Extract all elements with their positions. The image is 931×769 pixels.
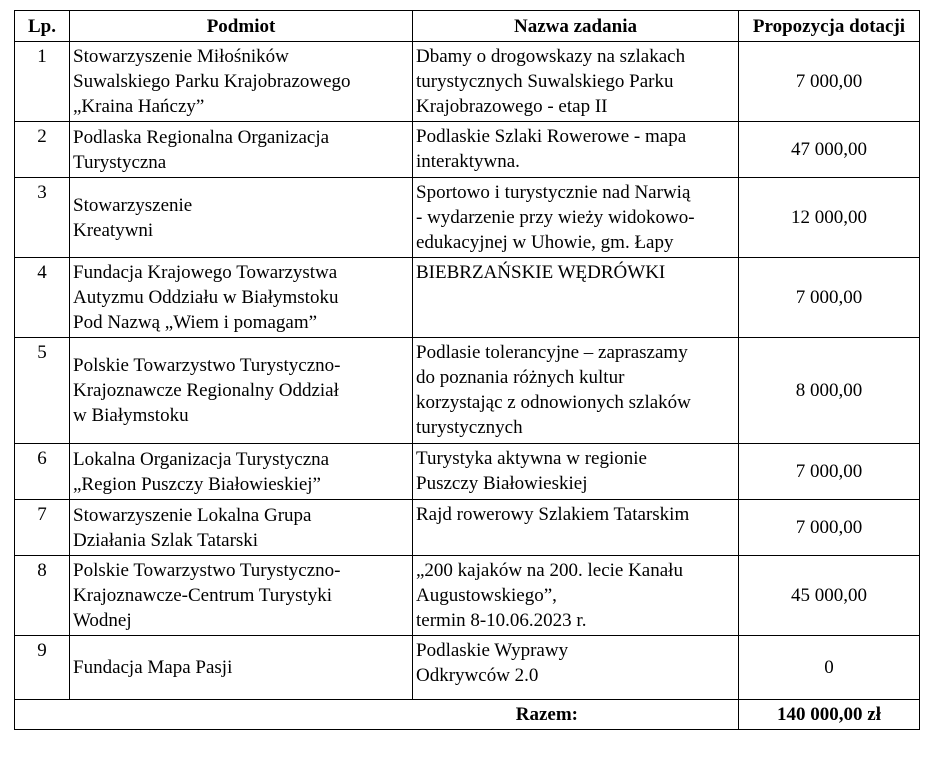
entity-line: Podlaska Regionalna Organizacja [73, 126, 330, 148]
row-lp: 6 [15, 444, 70, 500]
header-lp: Lp. [15, 11, 70, 42]
task-line: do poznania różnych kultur [416, 367, 625, 388]
task-line: korzystając z odnowionych szlaków [416, 392, 691, 413]
task-line: - wydarzenie przy wieży widokowo- [416, 207, 695, 228]
entity-line: Suwalskiego Parku Krajobrazowego [73, 71, 351, 92]
task-line: edukacyjnej w Uhowie, gm. Łapy [416, 232, 674, 253]
row-lp: 2 [15, 122, 70, 178]
task-line: termin 8-10.06.2023 r. [416, 610, 587, 631]
task-line: turystycznych Suwalskiego Parku [416, 71, 674, 92]
row-entity [70, 444, 413, 500]
task-line: Puszczy Białowieskiej [416, 473, 588, 494]
row-lp: 5 [15, 338, 70, 444]
row-grant: 12 000,00 [739, 178, 920, 258]
row-entity [70, 556, 413, 636]
row-task [413, 178, 739, 258]
row-entity [70, 258, 413, 338]
entity-line: Stowarzyszenie Miłośników [73, 46, 289, 67]
entity-line: Polskie Towarzystwo Turystyczno- [73, 355, 341, 376]
entity-line: „Kraina Hańczy” [73, 96, 205, 117]
entity-line: Autyzmu Oddziału w Białymstoku [73, 287, 339, 308]
header-task: Nazwa zadania [413, 11, 739, 42]
table-row [15, 42, 920, 122]
row-grant: 0 [739, 636, 920, 700]
entity-line: Fundacja Mapa Pasji [73, 657, 233, 678]
task-line: Rajd rowerowy Szlakiem Tatarskim [416, 504, 690, 525]
header-row [15, 11, 920, 42]
entity-line: Krajoznawcze Regionalny Oddział [73, 380, 339, 401]
row-grant: 8 000,00 [739, 338, 920, 444]
entity-line: Kreatywni [73, 219, 154, 241]
row-lp: 1 [15, 42, 70, 122]
row-lp: 9 [15, 636, 70, 700]
entity-line: Lokalna Organizacja Turystyczna [73, 448, 330, 470]
row-task [413, 556, 739, 636]
entity-line: Krajoznawcze-Centrum Turystyki [73, 585, 333, 606]
grant-table [14, 10, 920, 730]
table-body [15, 42, 920, 700]
row-task [413, 338, 739, 444]
row-task [413, 122, 739, 178]
task-line: interaktywna. [416, 151, 520, 172]
row-grant: 7 000,00 [739, 444, 920, 500]
header-grant: Propozycja dotacji [739, 11, 920, 42]
row-task [413, 500, 739, 556]
entity-line: Stowarzyszenie [73, 194, 193, 216]
task-line: Odkrywców 2.0 [416, 665, 539, 686]
total-row [15, 700, 920, 730]
total-value: 140 000,00 zł [739, 700, 920, 730]
row-grant: 47 000,00 [739, 122, 920, 178]
entity-line: Polskie Towarzystwo Turystyczno- [73, 560, 341, 581]
table-row [15, 122, 920, 178]
row-task [413, 636, 739, 700]
entity-line: Turystyczna [73, 151, 167, 173]
entity-line: Działania Szlak Tatarski [73, 529, 259, 551]
task-line: Augustowskiego”, [416, 585, 557, 606]
row-entity [70, 500, 413, 556]
task-line: Dbamy o drogowskazy na szlakach [416, 46, 686, 67]
row-entity [70, 42, 413, 122]
task-line: Turystyka aktywna w regionie [416, 448, 647, 469]
row-lp: 7 [15, 500, 70, 556]
task-line: Sportowo i turystycznie nad Narwią [416, 182, 691, 203]
row-task [413, 42, 739, 122]
task-line: BIEBRZAŃSKIE WĘDRÓWKI [416, 262, 666, 283]
table-row [15, 338, 920, 444]
row-grant: 7 000,00 [739, 500, 920, 556]
row-lp: 3 [15, 178, 70, 258]
row-grant: 7 000,00 [739, 42, 920, 122]
header-entity: Podmiot [70, 11, 413, 42]
row-entity [70, 636, 413, 700]
row-entity [70, 338, 413, 444]
entity-line: Pod Nazwą „Wiem i pomagam” [73, 312, 318, 333]
row-entity [70, 178, 413, 258]
row-lp: 8 [15, 556, 70, 636]
table-row [15, 636, 920, 700]
table-row [15, 178, 920, 258]
table-row [15, 444, 920, 500]
table-row [15, 258, 920, 338]
total-label: Razem: [15, 700, 739, 730]
task-line: Podlaskie Szlaki Rowerowe - mapa [416, 126, 687, 147]
task-line: „200 kajaków na 200. lecie Kanału [416, 560, 683, 581]
row-task [413, 258, 739, 338]
entity-line: Wodnej [73, 610, 132, 631]
row-lp: 4 [15, 258, 70, 338]
entity-line: „Region Puszczy Białowieskiej” [73, 473, 321, 495]
row-task [413, 444, 739, 500]
row-grant: 45 000,00 [739, 556, 920, 636]
row-grant: 7 000,00 [739, 258, 920, 338]
task-line: Podlasie tolerancyjne – zapraszamy [416, 342, 688, 363]
task-line: turystycznych [416, 417, 523, 438]
entity-line: Fundacja Krajowego Towarzystwa [73, 262, 338, 283]
task-line: Krajobrazowego - etap II [416, 96, 608, 117]
entity-line: w Białymstoku [73, 405, 189, 426]
table-row [15, 500, 920, 556]
entity-line: Stowarzyszenie Lokalna Grupa [73, 504, 312, 526]
table-row [15, 556, 920, 636]
row-entity [70, 122, 413, 178]
task-line: Podlaskie Wyprawy [416, 640, 569, 661]
